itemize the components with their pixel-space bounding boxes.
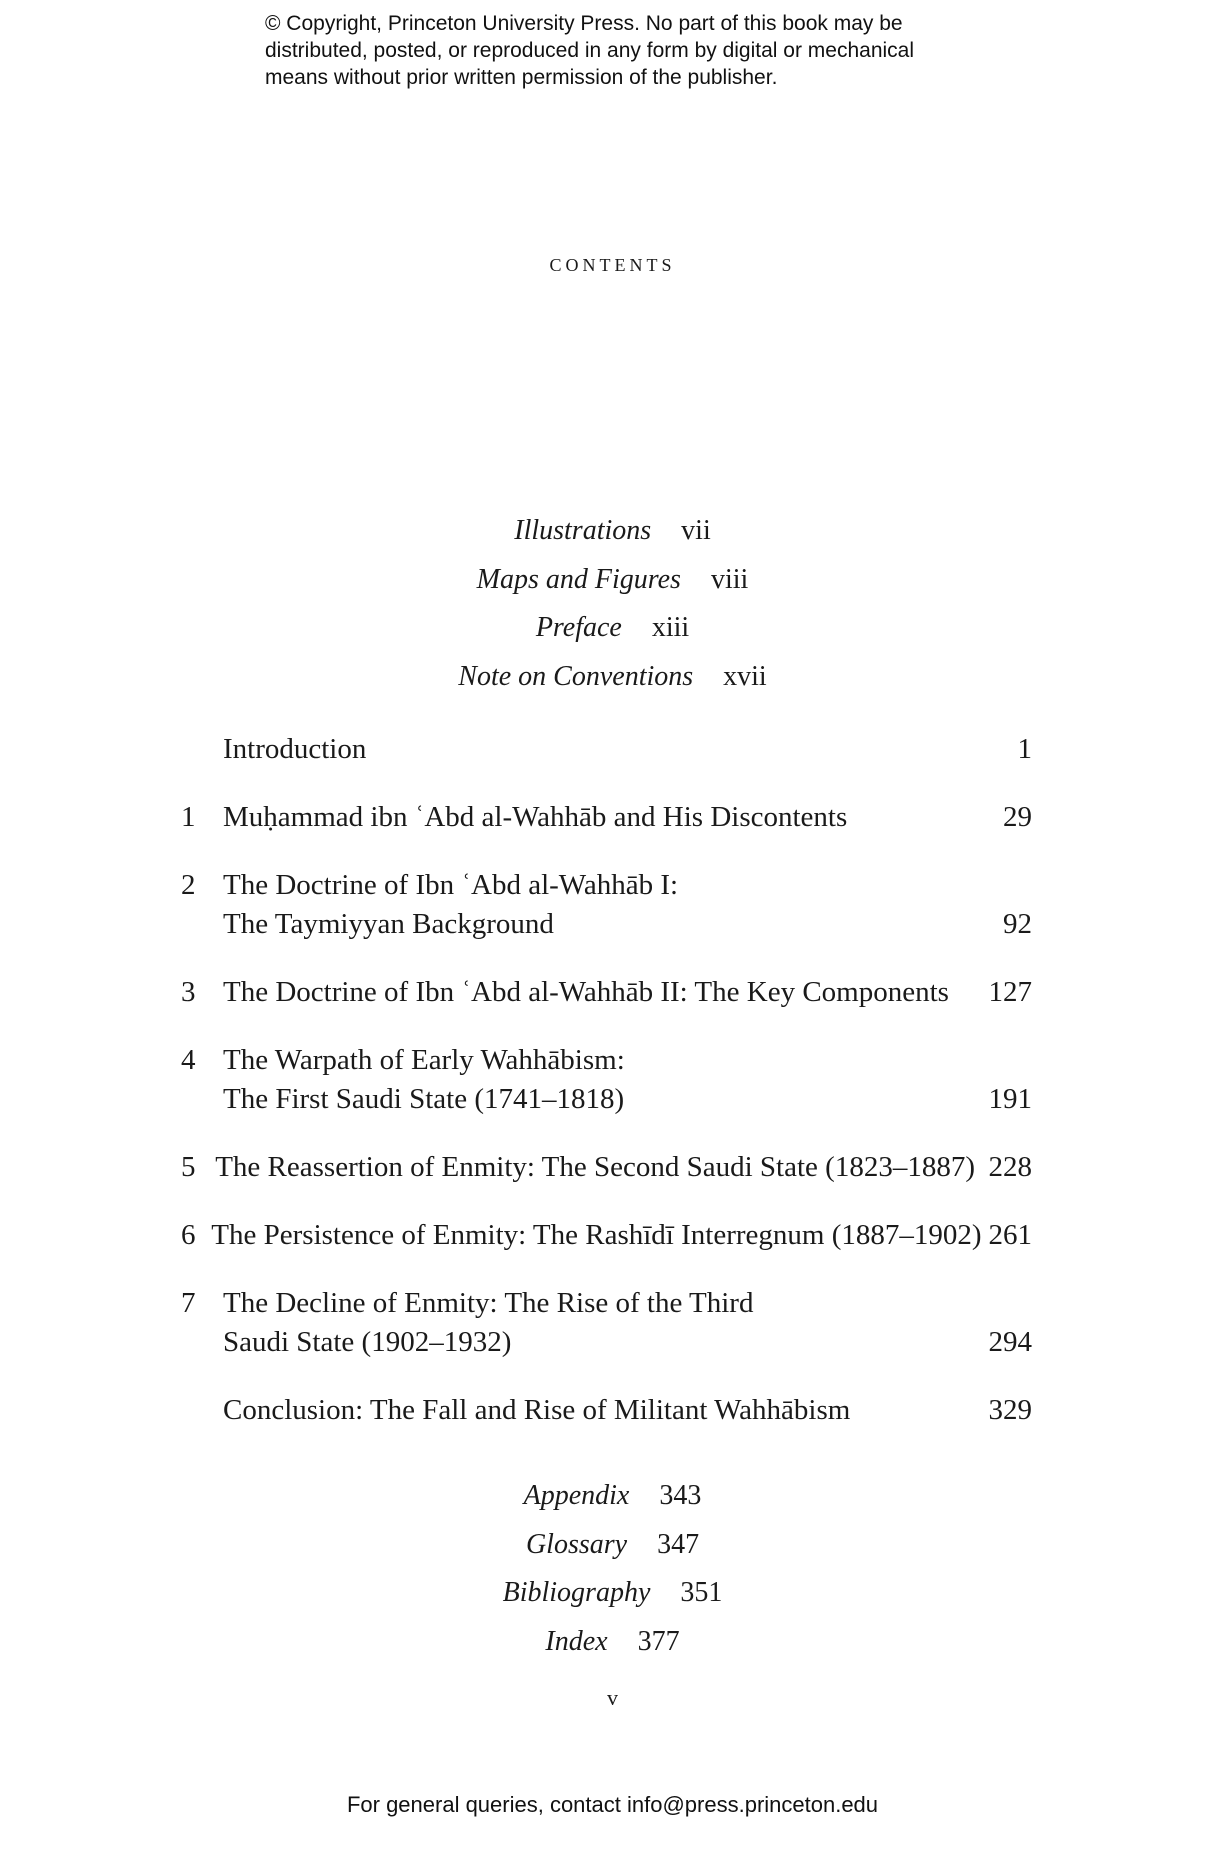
toc-entry-label: Glossary [525,1528,628,1560]
chapter-number: 4 [181,1044,196,1076]
toc-entry-label: Note on Conventions [458,661,694,693]
chapter-page: 92 [1003,908,1032,940]
toc-entry-chapter-6[interactable] [175,1216,1032,1255]
chapter-number: 7 [181,1287,196,1319]
chapter-title-line: The First Saudi State (1741–1818) [223,1083,625,1115]
chapter-page: 261 [988,1219,1032,1251]
toc-entry-chapter-7[interactable] [175,1284,1032,1362]
toc-entry-label: Maps and Figures [476,563,681,595]
toc-entry-label: Illustrations [514,515,652,546]
chapter-title-line: The Taymiyyan Background [223,908,554,940]
toc-entry-page: 351 [680,1577,723,1609]
toc-entry-page: xiii [651,612,690,644]
chapter-number [175,1391,223,1430]
toc-entry-appendix[interactable] [0,1480,1225,1529]
toc-entry-page: 377 [637,1626,680,1658]
toc-entry-label: Index [545,1626,608,1658]
toc-entry-page: vii [681,515,711,546]
chapter-title-line: The Warpath of Early Wahhābism: [223,1044,625,1076]
chapter-title [223,798,962,837]
chapter-title-line: The Reassertion of Enmity: The Second Saudi State (1823–1887) [215,1151,975,1183]
chapter-number: 5 [181,1151,196,1183]
copyright-line: means without prior written permission of the publisher. [265,66,778,89]
copyright-line: distributed, posted, or reproduced in any form by digital or mechanical [265,39,915,62]
page-number: v [607,1685,618,1710]
chapter-page: 1 [1017,733,1032,765]
chapter-title-line: Saudi State (1902–1932) [223,1326,512,1358]
chapter-title [223,866,962,944]
copyright-notice [265,10,1025,91]
chapter-number: 1 [181,801,196,833]
toc-entry-label: Preface [535,612,622,644]
chapter-page: 127 [988,976,1032,1008]
toc-entry-label: Bibliography [502,1577,651,1609]
toc-entry-page: 343 [659,1480,702,1511]
chapter-list [175,730,1032,1459]
chapter-title [223,1041,962,1119]
chapter-title-line: Introduction [223,733,367,765]
toc-entry-introduction[interactable] [175,730,1032,769]
copyright-line: © Copyright, Princeton University Press. No part of this book may be [265,12,903,35]
toc-entry-page: xvii [723,661,767,693]
toc-entry-bibliography[interactable] [0,1577,1225,1626]
front-matter-list [0,515,1225,710]
chapter-page: 191 [988,1083,1032,1115]
chapter-title [223,730,962,769]
chapter-number: 2 [181,869,196,901]
toc-entry-chapter-5[interactable] [175,1148,1032,1187]
toc-entry-index[interactable] [0,1626,1225,1675]
toc-entry-page: 347 [657,1528,700,1560]
chapter-title [223,1391,962,1430]
chapter-title [215,1148,975,1187]
chapter-title [223,973,962,1012]
chapter-page: 29 [1003,801,1032,833]
chapter-title [223,1284,962,1362]
toc-entry-chapter-2[interactable] [175,866,1032,944]
chapter-title-line: The Doctrine of Ibn ʿAbd al-Wahhāb I: [223,869,679,901]
toc-entry-conclusion[interactable] [175,1391,1032,1430]
chapter-title-line: The Decline of Enmity: The Rise of the Third [223,1287,754,1319]
back-matter-list [0,1480,1225,1675]
chapter-number: 6 [181,1219,196,1251]
toc-entry-chapter-4[interactable] [175,1041,1032,1119]
toc-entry-maps-and-figures[interactable] [0,564,1225,613]
toc-entry-illustrations[interactable] [0,515,1225,564]
chapter-title-line: The Doctrine of Ibn ʿAbd al-Wahhāb II: The Key Components [223,976,949,1008]
chapter-title [211,1216,981,1255]
chapter-number [175,730,223,769]
chapter-title-line: The Persistence of Enmity: The Rashīdī Interregnum (1887–1902) [211,1219,982,1251]
chapter-title-line: Muḥammad ibn ʿAbd al-Wahhāb and His Discontents [223,801,848,833]
chapter-title-line: Conclusion: The Fall and Rise of Militant Wahhābism [223,1394,851,1426]
toc-entry-page: viii [710,563,749,595]
chapter-page: 294 [988,1326,1032,1358]
toc-entry-label: Appendix [523,1480,630,1511]
toc-entry-chapter-3[interactable] [175,973,1032,1012]
toc-entry-chapter-1[interactable] [175,798,1032,837]
page-title: contents [549,250,676,277]
toc-entry-glossary[interactable] [0,1529,1225,1578]
toc-entry-note-on-conventions[interactable] [0,661,1225,710]
footer-contact: For general queries, contact info@press.princeton.edu [346,1792,879,1817]
chapter-number: 3 [181,976,196,1008]
chapter-page: 329 [988,1394,1032,1426]
toc-entry-preface[interactable] [0,612,1225,661]
chapter-page: 228 [988,1151,1032,1183]
